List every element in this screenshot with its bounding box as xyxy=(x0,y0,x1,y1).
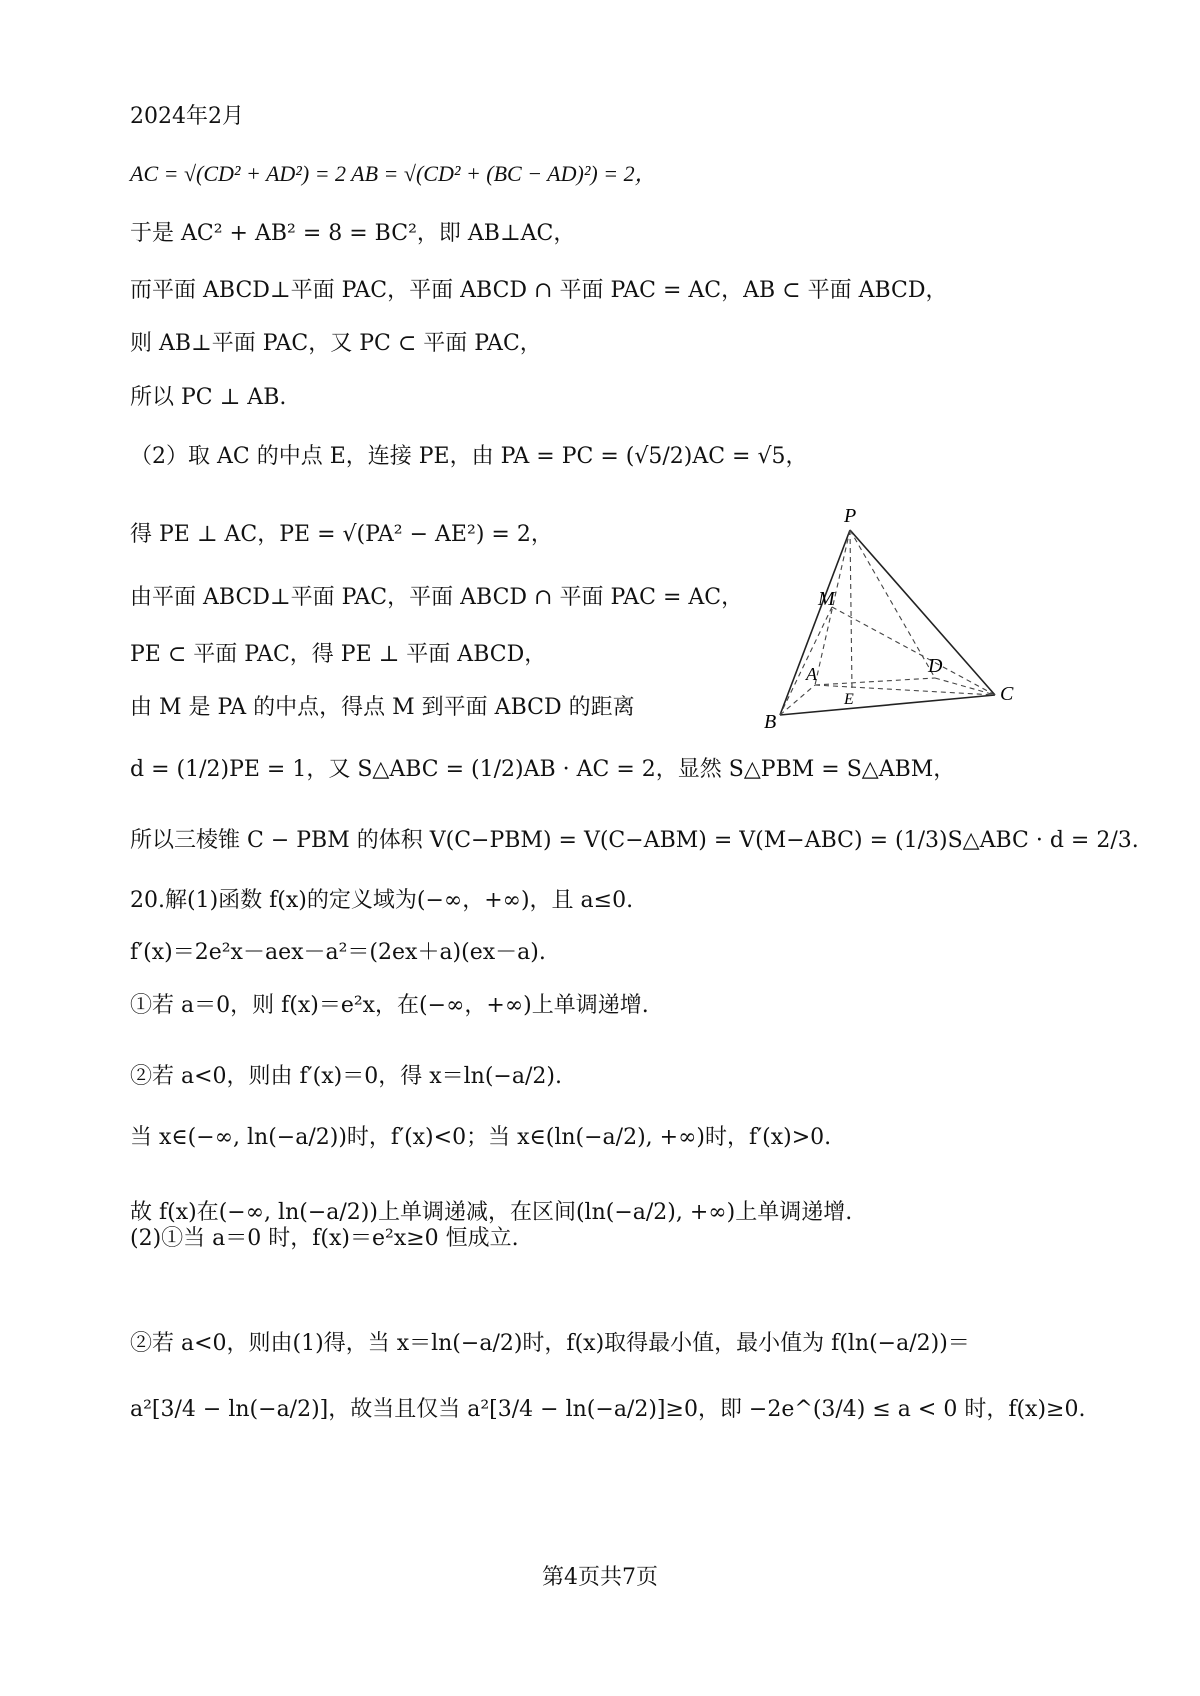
edge-ac xyxy=(815,685,995,695)
edge-ad xyxy=(815,678,935,685)
label-m: M xyxy=(818,588,835,610)
text-line-20: ②若 a<0，则由(1)得，当 x＝ln(−a/2)时，f(x)取得最小值，最小值为 f(ln(−a/2))＝ xyxy=(130,1331,970,1356)
pyramid-figure xyxy=(760,500,1060,730)
label-e: E xyxy=(844,691,854,708)
text-line-14: f′(x)＝2e²x－aex－a²＝(2ex＋a)(ex－a). xyxy=(130,940,546,965)
document-date: 2024年2月 xyxy=(130,104,244,129)
text-line-1: AC = √(CD² + AD²) = 2 AB = √(CD² + (BC − AD)²) = 2， xyxy=(130,161,657,186)
text-line-4: 则 AB⊥平面 PAC，又 PC ⊂ 平面 PAC， xyxy=(130,331,542,356)
text-line-17: 当 x∈(−∞, ln(−a/2))时，f′(x)<0；当 x∈(ln(−a/2), +∞)时，f′(x)>0. xyxy=(130,1125,832,1150)
text-line-13: 20.解(1)函数 f(x)的定义域为(−∞，+∞)，且 a≤0. xyxy=(130,888,634,913)
text-line-10: 由 M 是 PA 的中点，得点 M 到平面 ABCD 的距离 xyxy=(130,695,635,720)
text-line-18: 故 f(x)在(−∞, ln(−a/2))上单调递减，在区间(ln(−a/2), +∞)上单调递增. xyxy=(130,1200,853,1225)
edge-pe xyxy=(850,530,852,690)
edge-bc xyxy=(780,695,995,715)
text-line-5: 所以 PC ⊥ AB. xyxy=(130,385,287,410)
label-p: P xyxy=(844,505,857,527)
text-line-8: 由平面 ABCD⊥平面 PAC，平面 ABCD ∩ 平面 PAC = AC， xyxy=(130,585,744,610)
page-footer: 第4页共7页 xyxy=(542,1565,658,1590)
edge-pb xyxy=(780,530,850,715)
label-a: A xyxy=(806,664,817,684)
label-b: B xyxy=(764,711,777,730)
edge-pc xyxy=(850,530,995,695)
text-line-19: (2)①当 a＝0 时，f(x)＝e²x≥0 恒成立. xyxy=(130,1226,519,1251)
text-line-3: 而平面 ABCD⊥平面 PAC，平面 ABCD ∩ 平面 PAC = AC，AB ⊂ 平面 ABCD， xyxy=(130,278,948,303)
text-line-16: ②若 a<0，则由 f′(x)＝0，得 x＝ln(−a/2). xyxy=(130,1064,562,1089)
edge-mc xyxy=(832,607,995,695)
text-line-15: ①若 a＝0，则 f(x)＝e²x，在(−∞，+∞)上单调递增. xyxy=(130,993,649,1018)
text-line-7: 得 PE ⊥ AC，PE = √(PA² − AE²) = 2， xyxy=(130,522,553,547)
text-line-12: 所以三棱锥 C − PBM 的体积 V(C−PBM) = V(C−ABM) = V(M−ABC) = (1/3)S△ABC · d = 2/3. xyxy=(130,828,1139,853)
label-c: C xyxy=(1000,683,1014,705)
text-line-6: （2）取 AC 的中点 E，连接 PE，由 PA = PC = (√5/2)AC = √5， xyxy=(130,444,808,469)
text-line-9: PE ⊂ 平面 PAC，得 PE ⊥ 平面 ABCD， xyxy=(130,642,547,667)
edge-mb xyxy=(780,607,832,715)
text-line-21: a²[3/4 − ln(−a/2)]，故当且仅当 a²[3/4 − ln(−a/2)]≥0，即 −2e^(3/4) ≤ a < 0 时，f(x)≥0. xyxy=(130,1397,1086,1422)
text-line-11: d = (1/2)PE = 1，又 S△ABC = (1/2)AB · AC = 2，显然 S△PBM = S△ABM， xyxy=(130,757,956,782)
text-line-2: 于是 AC² + AB² = 8 = BC²，即 AB⊥AC， xyxy=(130,221,576,246)
label-d: D xyxy=(928,655,943,677)
